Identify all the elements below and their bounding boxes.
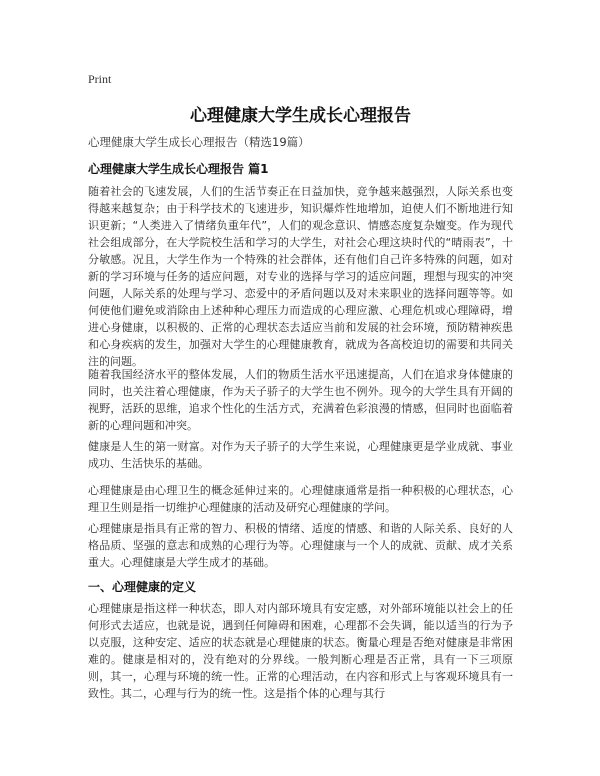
paragraph-3: 健康是人生的第一财富。对作为天子骄子的大学生来说，心理健康更是学业成就、事业成功、生活快乐的基础。 [88,440,513,470]
paragraph-5: 心理健康是指具有正常的智力、积极的情绪、适度的情感、和谐的人际关系、良好的人格品质、坚强的意志和成熟的心理行为等。心理健康与一个人的成就、贡献、成才关系重大。心理健康是大学生成才的基础。 [88,522,513,569]
page-title: 心理健康大学生成长心理报告 [190,106,411,126]
paragraph-2: 随着我国经济水平的整体发展，人们的物质生活水平迅速提高，人们在追求身体健康的同时，也关注着心理健康，作为天子骄子的大学生也不例外。现今的大学生具有开阔的视野，活跃的思维，追求个性化的生活方式，充满着色彩浪漫的情感，但同时也面临着新的心理问题和冲突。 [88,368,513,432]
document-subtitle: 心理健康大学生成长心理报告（精选19篇） [88,135,310,149]
paragraph-1: 随着社会的飞速发展，人们的生活节奏正在日益加快，竞争越来越强烈，人际关系也变得越来越复杂；由于科学技术的飞速进步，知识爆炸性地增加，迫使人们不断地进行知识更新；“人类进入了情绪负重年代”，人们的观念意识、情感态度复杂嬗变。作为现代社会组成部分，在大学院校生活和学习的大学生，对社会心理这块时代的“晴雨表”，十分敏感。况且，大学生作为一个特殊的社会群体，还有他们自己许多特殊的问题，如对新的学习环境与任务的适应问题，对专业的选择与学习的适应问题，理想与现实的冲突问题，人际关系的处理与学习、恋爱中的矛盾问题以及对未来职业的选择问题等等。如何使他们避免或消除由上述种种心理压力而造成的心理应激、心理危机或心理障碍，增进心身健康，以积极的、正常的心理状态去适应当前和发展的社会环境，预防精神疾患和心身疾病的发生，加强对大学生的心理健康教育，就成为各高校迫切的需要和共同关注的问题。 [88,185,513,368]
paragraph-6: 心理健康是指这样一种状态，即人对内部环境具有安定感，对外部环境能以社会上的任何形式去适应，也就是说，遇到任何障碍和困难，心理都不会失调，能以适当的行为予以克服，这种安定、适应的状态就是心理健康的状态。衡量心理是否绝对健康是非常困难的。健康是相对的，没有绝对的分界线。一般判断心理是否正常，具有一下三项原则，其一，心理与环境的统一性。正常的心理活动，在内容和形式上与客观环境具有一致性。其二，心理与行为的统一性。这是指个体的心理与其行 [88,602,513,700]
paragraph-4: 心理健康是由心理卫生的概念延伸过来的。心理健康通常是指一种积极的心理状态，心理卫生则是指一切维护心理健康的活动及研究心理健康的学问。 [88,484,513,514]
print-link[interactable]: Print [88,72,112,86]
section-heading-2: 一、心理健康的定义 [88,580,197,594]
section-heading-1: 心理健康大学生成长心理报告 篇1 [88,162,269,176]
